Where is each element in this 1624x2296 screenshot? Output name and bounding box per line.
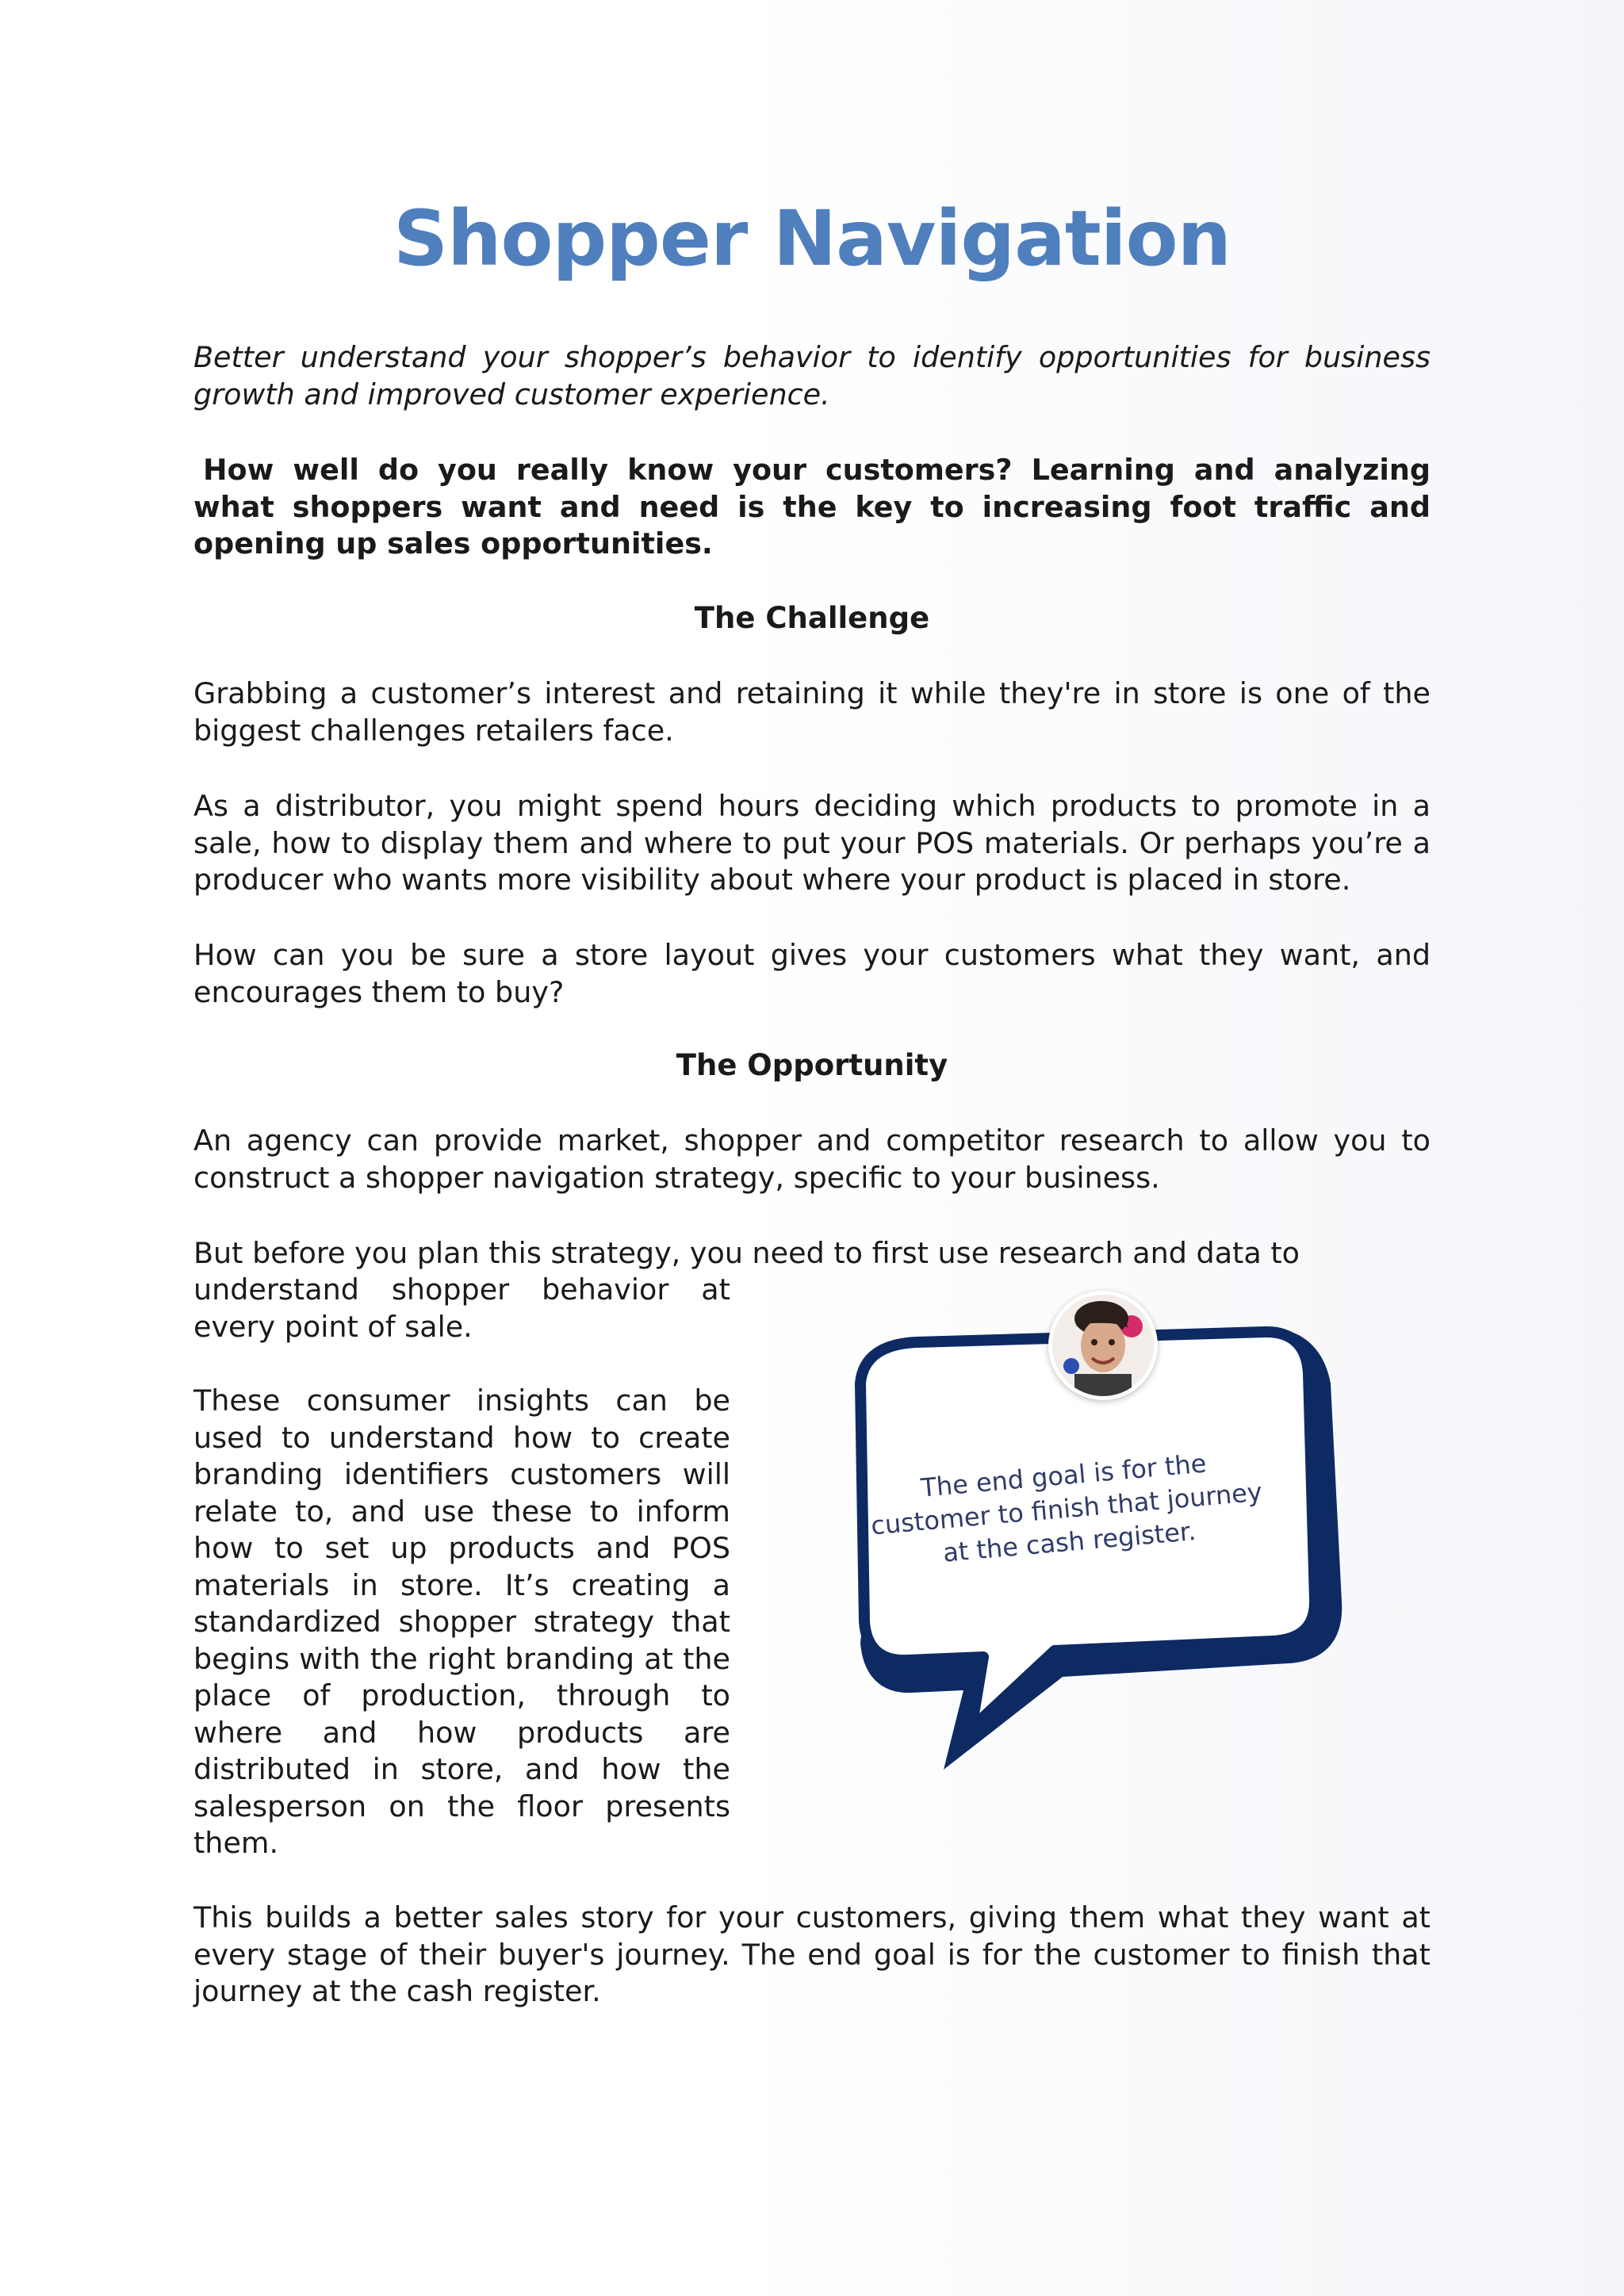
opportunity-paragraph-2-rest: understand shopper behavior at every point of sale. xyxy=(193,1272,730,1344)
opportunity-paragraph-3: These consumer insights can be used to understand how to create branding identifiers customers will relate to, and use these to inform how to set up products and POS materials in store. It’s creating a standardized shopper strategy that begins with the right branding at the place of production, through to where and how products are distributed in store, and how the salesperson on the floor presents them. xyxy=(193,1383,730,1860)
page-title: Shopper Navigation xyxy=(393,194,1231,283)
opportunity-paragraph-2-line-1: But before you plan this strategy, you need to first use research and data to xyxy=(193,1236,1300,1270)
opportunity-heading: The Opportunity xyxy=(676,1048,948,1082)
challenge-heading: The Challenge xyxy=(694,601,930,635)
challenge-paragraph-3: How can you be sure a store layout gives your customers what they want, and encourages them to buy? xyxy=(193,938,1431,1009)
opportunity-paragraph-1: An agency can provide market, shopper and competitor research to allow you to construct a shopper navigation strategy, specific to your business. xyxy=(193,1123,1431,1195)
person-avatar-icon xyxy=(1048,1291,1158,1400)
opportunity-paragraph-4: This builds a better sales story for your customers, giving them what they want at every stage of their buyer's journey. The end goal is for the customer to finish that journey at the cash register. xyxy=(193,1900,1431,2008)
intro-paragraph: Better understand your shopper’s behavior to identify opportunities for business growth and improved customer experience. xyxy=(193,340,1431,411)
lead-paragraph: How well do you really know your customers? Learning and analyzing what shoppers want and need is the key to increasing foot traffic and opening up sales opportunities. xyxy=(193,453,1431,561)
quote-text: The end goal is for the customer to finish that journey at the cash register. xyxy=(869,1448,1264,1568)
challenge-paragraph-2: As a distributor, you might spend hours deciding which products to promote in a sale, how to display them and where to put your POS materials. Or perhaps you’re a producer who wants more visibility about where your product is placed in store. xyxy=(193,789,1431,897)
challenge-paragraph-1: Grabbing a customer’s interest and retaining it while they're in store is one of the biggest challenges retailers face. xyxy=(193,676,1431,748)
